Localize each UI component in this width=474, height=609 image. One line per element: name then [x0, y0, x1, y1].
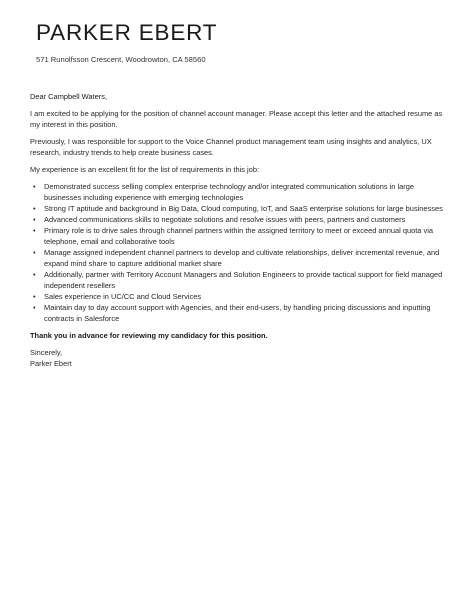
- list-item-text: Sales experience in UC/CC and Cloud Services: [44, 292, 202, 301]
- bullet-icon: •: [33, 226, 36, 235]
- list-item-text: Strong IT aptitude and background in Big Data, Cloud computing, IoT, and SaaS enterprise solutions for large businesses: [44, 204, 443, 213]
- bullet-icon: •: [33, 215, 36, 224]
- list-item-text: Advanced communications skills to negotiate solutions and resolve issues with peers, partners and customers: [44, 215, 406, 224]
- greeting: Dear Campbell Waters,: [30, 92, 108, 101]
- bullet-icon: •: [33, 182, 36, 191]
- bullet-icon: •: [33, 248, 36, 257]
- signoff: Sincerely,: [30, 348, 63, 357]
- applicant-name: PARKER EBERT: [36, 20, 218, 45]
- list-item-text: Demonstrated success selling complex enterprise technology and/or integrated communication solutions in large businesses including experience with emerging technologies: [44, 182, 415, 202]
- list-item: [30, 214, 445, 225]
- list-item: [30, 269, 445, 291]
- list-item: [30, 247, 445, 269]
- bullet-icon: •: [33, 204, 36, 213]
- bullet-icon: •: [33, 270, 36, 279]
- list-item: [30, 181, 445, 203]
- signature-name: Parker Ebert: [30, 359, 72, 368]
- requirements-list: [30, 181, 445, 324]
- list-item: [30, 302, 445, 324]
- thank-you-line: Thank you in advance for reviewing my candidacy for this position.: [30, 331, 268, 340]
- list-item-text: Primary role is to drive sales through channel partners within the assigned territory to meet or exceed annual quota via telephone, email and collaborative tools: [44, 226, 434, 246]
- applicant-address: 571 Runolfsson Crescent, Woodrowton, CA 58560: [36, 55, 206, 64]
- list-item: [30, 203, 445, 214]
- list-item-text: Additionally, partner with Territory Account Managers and Solution Engineers to provide tactical support for field managed independent resellers: [44, 270, 443, 290]
- list-item: [30, 225, 445, 247]
- list-item: [30, 291, 445, 302]
- list-item-text: Maintain day to day account support with Agencies, and their end-users, by handling pricing discussions and inputting contracts in Salesforce: [44, 303, 431, 323]
- letter-body: [30, 91, 445, 369]
- paragraph-previous-experience: Previously, I was responsible for support to the Voice Channel product management team using insights and analytics, UX research, industry trends to help create business cases.: [30, 137, 432, 157]
- paragraph-requirements-lead: My experience is an excellent fit for the list of requirements in this job:: [30, 165, 260, 174]
- letter-header: [36, 20, 456, 65]
- list-item-text: Manage assigned independent channel partners to develop and cultivate relationships, deliver incremental revenue, and expand mind share to capture additional market share: [44, 248, 440, 268]
- bullet-icon: •: [33, 303, 36, 312]
- paragraph-intro: I am excited to be applying for the position of channel account manager. Please accept this letter and the attached resume as my interest in this position.: [30, 109, 443, 129]
- bullet-icon: •: [33, 292, 36, 301]
